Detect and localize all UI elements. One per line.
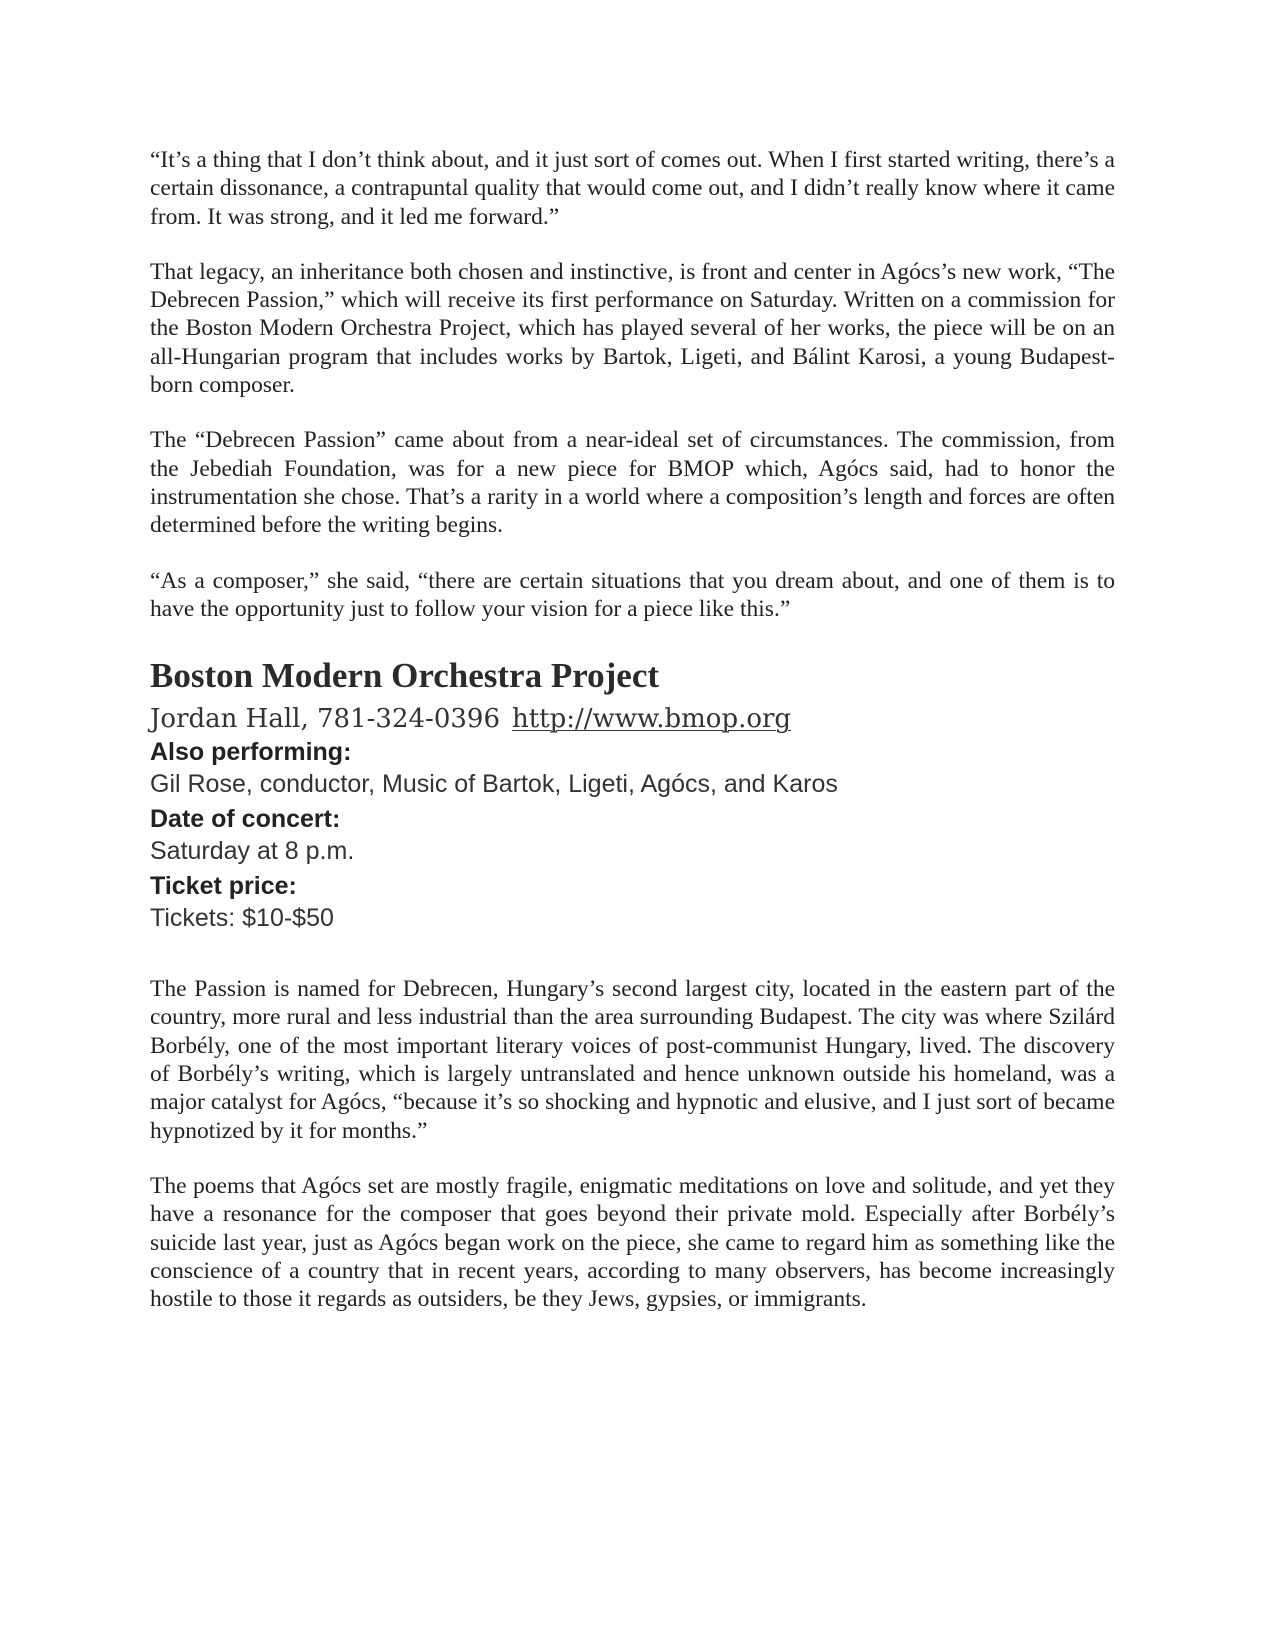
event-title: Boston Modern Orchestra Project xyxy=(150,656,660,696)
concert-date-value: Saturday at 8 p.m. xyxy=(150,837,355,866)
article-paragraph-3: The “Debrecen Passion” came about from a near-ideal set of circumstances. The commission, from the Jebediah Foundation, was for a new piece for BMOP which, Agócs said, had to honor the instrumentation she chose. That’s a rarity in a world where a composition’s length and forces are often determined before the writing begins. xyxy=(150,427,1115,539)
event-venue-phone: Jordan Hall, 781-324-0396 xyxy=(150,704,500,735)
event-info-box xyxy=(150,656,1115,934)
ticket-price-value: Tickets: $10-$50 xyxy=(150,904,334,933)
article-paragraph-4: “As a composer,” she said, “there are certain situations that you dream about, and one of them is to have the opportunity just to follow your vision for a piece like this.” xyxy=(150,567,1115,622)
article-paragraph-6: The poems that Agócs set are mostly fragile, enigmatic meditations on love and solitude, and yet they have a resonance for the composer that goes beyond their private mold. Especially after Borbély’s suicide last year, just as Agócs began work on the piece, she came to regard him as something like the conscience of a country that in recent years, according to many observers, has become increasingly hostile to those it regards as outsiders, be they Jews, gypsies, or immigrants. xyxy=(150,1172,1115,1313)
event-website-link[interactable]: http://www.bmop.org xyxy=(511,704,792,735)
performing-label: Also performing: xyxy=(150,738,352,767)
event-venue-line xyxy=(150,702,1115,736)
concert-date-label: Date of concert: xyxy=(150,805,341,834)
article-page xyxy=(150,146,1115,1340)
article-paragraph-5: The Passion is named for Debrecen, Hungary’s second largest city, located in the eastern part of the country, more rural and less industrial than the area surrounding Budapest. The city was where Szilárd Borbély, one of the most important literary voices of post-communist Hungary, lived. The discovery of Borbély’s writing, which is largely untranslated and hence unknown outside his homeland, was a major catalyst for Agócs, “because it’s so shocking and hypnotic and elusive, and I just sort of became hypnotized by it for months.” xyxy=(150,976,1115,1144)
performing-value: Gil Rose, conductor, Music of Bartok, Ligeti, Agócs, and Karos xyxy=(150,770,838,799)
article-paragraph-2: That legacy, an inheritance both chosen and instinctive, is front and center in Agócs’s new work, “The Debrecen Passion,” which will receive its first performance on Saturday. Written on a commission for the Boston Modern Orchestra Project, which has played several of her works, the piece will be on an all-Hungarian program that includes works by Bartok, Ligeti, and Bálint Karosi, a young Budapest-born composer. xyxy=(150,258,1115,399)
article-paragraph-1: “It’s a thing that I don’t think about, and it just sort of comes out. When I first started writing, there’s a certain dissonance, a contrapuntal quality that would come out, and I didn’t really know where it came from. It was strong, and it led me forward.” xyxy=(150,147,1115,230)
ticket-price-label: Ticket price: xyxy=(150,872,297,901)
